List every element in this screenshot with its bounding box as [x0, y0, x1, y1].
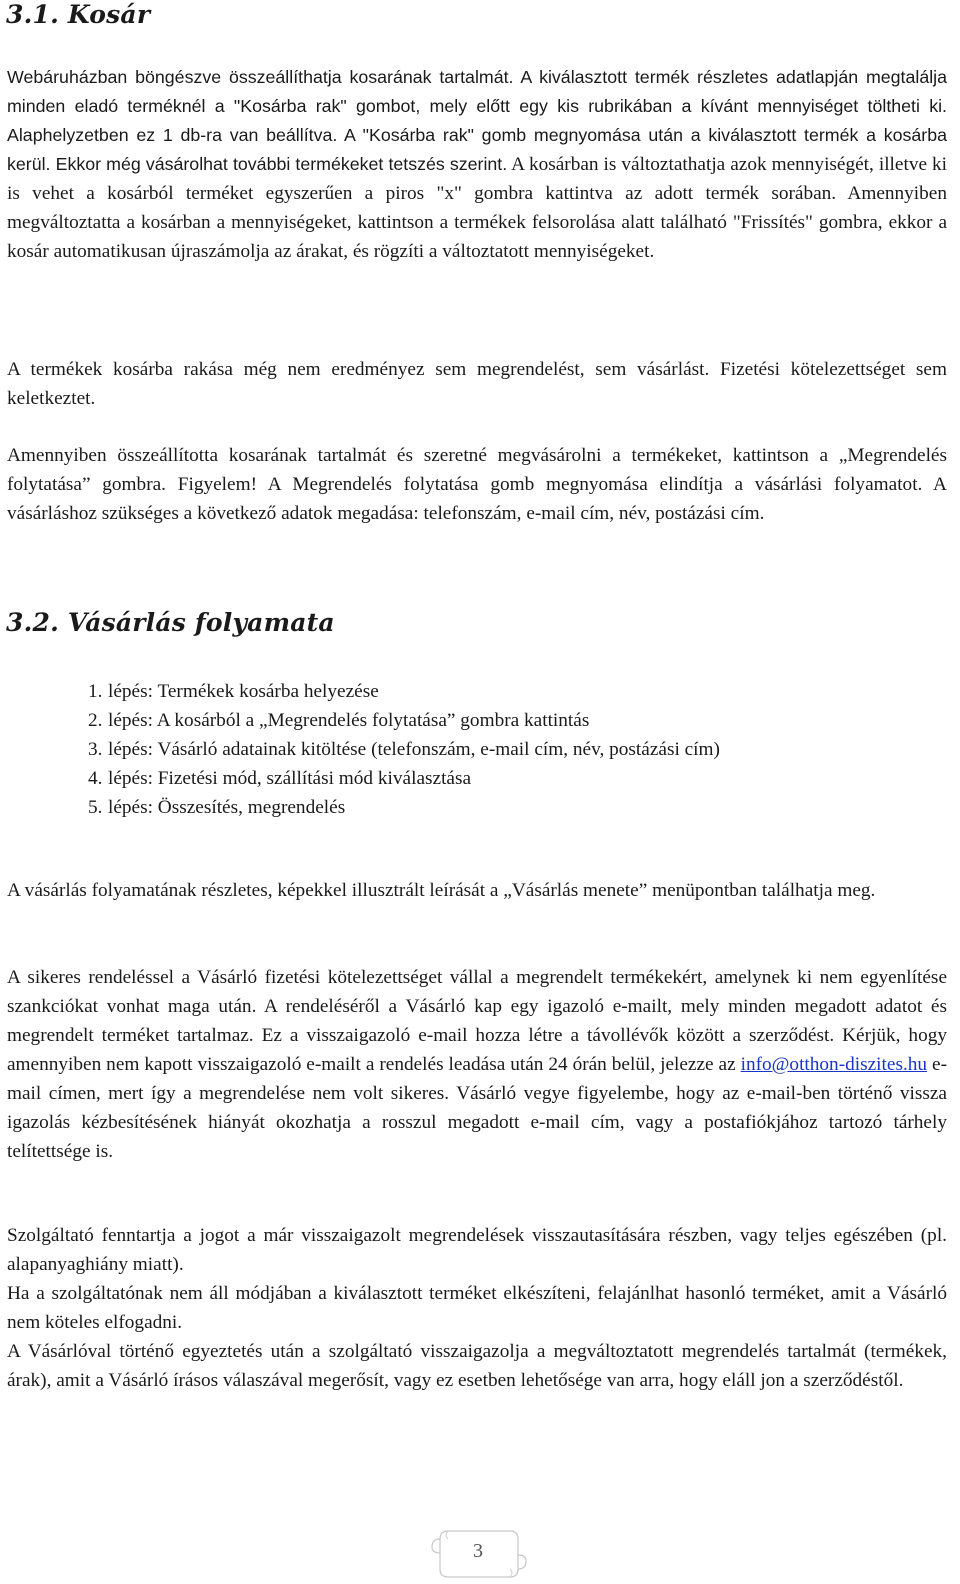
step-number: 1. — [88, 681, 103, 702]
paragraph-kosar-intro — [7, 63, 947, 266]
list-item — [88, 735, 720, 764]
step-number: 4. — [88, 768, 103, 789]
paragraph-purchase-details: A vásárlás folyamatának részletes, képekkel illusztrált leírását a „Vásárlás menete” menüpontban találhatja meg. — [7, 880, 876, 901]
page-number: 3 — [473, 1540, 483, 1562]
step-number: 2. — [88, 710, 103, 731]
step-text: lépés: Vásárló adatainak kitöltése (telefonszám, e-mail cím, név, postázási cím) — [108, 739, 720, 760]
paragraph-rejection-right: Szolgáltató fenntartja a jogot a már visszaigazolt megrendelések visszautasítására részben, vagy teljes egészében (pl. alapanyaghiány miatt). — [7, 1225, 947, 1275]
paragraph-continue-order: Amennyiben összeállította kosarának tartalmát és szeretné megvásárolni a termékeket, kattintson a „Megrendelés folytatása” gombra. Figyelem! A Megrendelés folytatása gomb megnyomása elindítja a vásárlási folyamatot. A vásárláshoz szükséges a következő adatok megadása: telefonszám, e-mail cím, név, postázási cím. — [7, 445, 947, 524]
text-span: Ekkor még vásárolhat további termékeket tetszés szerint. — [50, 154, 508, 174]
text-span: e-mail címen, mert így a megrendelése nem volt sikeres. Vásárló vegye figyelembe, hogy az e-mail-ben történő vissza igazolás kézbesítésének hiányát okozhatja a rosszul megadott e-mail cím, vagy a postafiókjához tartozó tárhely telítettsége is. — [7, 1054, 947, 1162]
step-number: 5. — [88, 797, 103, 818]
page-footer — [418, 1525, 538, 1583]
step-number: 3. — [88, 739, 103, 760]
text-span: A kosárban is változtathatja azok mennyiségét, illetve ki is vehet a kosárból terméket egyszerűen a piros "x" gombra kattintva az adott termék sorában. — [7, 154, 948, 204]
purchase-steps-list — [88, 677, 720, 822]
list-item — [88, 677, 720, 706]
paragraph-successful-order — [7, 963, 947, 1166]
list-item — [88, 764, 720, 793]
paragraph-no-obligation: A termékek kosárba rakása még nem eredményez sem megrendelést, sem vásárlást. Fizetési kötelezettséget sem keletkeztet. — [7, 359, 947, 409]
text-span: Amennyiben megváltoztatta a kosárban a mennyiségeket, kattintson a termékek felsorolása alatt található "Frissítés" gombra, ekkor a kosár automatikusan újraszámolja az árakat, és rögzíti a változtatott mennyiségeket. — [7, 183, 947, 262]
paragraph-alternative-product: Ha a szolgáltatónak nem áll módjában a kiválasztott terméket elkészíteni, felajánlhat hasonló terméket, amit a Vásárló nem köteles elfogadni. — [7, 1283, 947, 1333]
list-item — [88, 706, 720, 735]
step-text: lépés: A kosárból a „Megrendelés folytatása” gombra kattintás — [108, 710, 590, 731]
text-span: Webáruházban böngészve összeállíthatja kosarának tartalmát. A kiválasztott termék részletes adatlapján megtalálja minden eladó terméknél a "Kosárba rak" gombot, mely előtt egy kis rubrikában a kívánt mennyiséget töltheti ki. Alaphelyzetben ez 1 db-ra van beállítva. A "Kosárba rak" gomb megnyomása után a kiválasztott termék a kosárba kerül. — [7, 67, 947, 174]
section-heading-vasarlas: 3.2. Vásárlás folyamata — [6, 608, 335, 637]
text-span: A sikeres rendeléssel a Vásárló fizetési kötelezettséget vállal a megrendelt termékekért, amelynek ki nem egyenlítése szankciókat vonhat maga után. A rendeléséről a Vásárló kap egy igazoló e-mailt, mely minden megadott adatot és megrendelt terméket tartalmaz. Ez a visszaigazoló e-mail hozza létre a távollévők között a szerződést. Kérjük, hogy amennyiben nem kapott visszaigazoló e-mailt a rendelés leadása után 24 órán belül, jelezze az — [7, 967, 947, 1075]
paragraph-modified-order: A Vásárlóval történő egyeztetés után a szolgáltató visszaigazolja a megváltoztatott megrendelés tartalmát (termékek, árak), amit a Vásárló írásos válaszával megerősít, vagy ez esetben lehetősége van arra, hogy eláll jon a szerződéstől. — [7, 1341, 947, 1391]
step-text: lépés: Fizetési mód, szállítási mód kiválasztása — [108, 768, 472, 789]
section-heading-kosar: 3.1. Kosár — [6, 0, 151, 29]
list-item — [88, 793, 720, 822]
email-link[interactable]: info@otthon-diszites.hu — [740, 1054, 928, 1075]
step-text: lépés: Összesítés, megrendelés — [108, 797, 346, 818]
step-text: lépés: Termékek kosárba helyezése — [108, 681, 379, 702]
